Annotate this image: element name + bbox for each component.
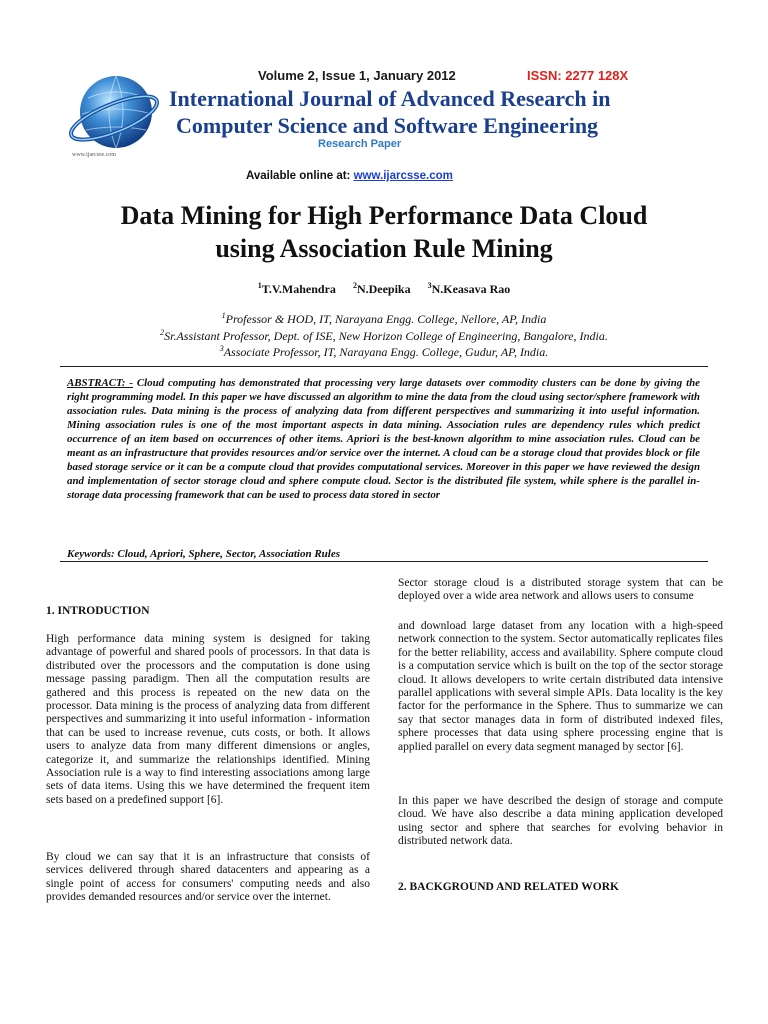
available-prefix: Available online at: [246, 170, 351, 182]
right-paragraph-2: and download large dataset from any location with a high-speed network connection to the system. Sector automatically replicates files for the better reliability, access and availability. Sphere compute cloud is a computation service which is built on the top of the sector storage cloud. It allows developers to write certain distributed data intensive parallel applications with several simple APIs. Data locality is the key factor for the performance in the Sphere. Thus to summarize we can say that sector manages data in form of distributed indexed files, sphere processes that data using sphere processing engine that is applied parallel on every data segment managed by sector [6]. [398, 620, 723, 753]
keywords: Keywords: Cloud, Apriori, Sphere, Sector, Association Rules [67, 548, 341, 560]
paper-title-line2: using Association Rule Mining [215, 234, 553, 263]
volume-issue: Volume 2, Issue 1, January 2012 [258, 68, 456, 83]
available-online [246, 170, 453, 182]
divider-top [60, 366, 708, 367]
affiliation-3: $^3$Associate Professor, IT, Narayana Engg. College, Gudur, AP, India. [219, 344, 549, 359]
paper-title-line1: Data Mining for High Performance Data Cloud [120, 201, 648, 230]
abstract-label: ABSTRACT: - [67, 377, 133, 389]
author-1: $^1$T.V.Mahendra [257, 281, 336, 296]
paper-type: Research Paper [318, 138, 402, 150]
affiliation-2: $^2$Sr.Assistant Professor, Dept. of ISE, New Horizon College of Engineering, Bangalore, India. [160, 328, 608, 343]
logo-url: www.ijarcsse.com [72, 152, 116, 158]
section-heading-background: 2. BACKGROUND AND RELATED WORK [398, 881, 619, 893]
journal-logo-globe-icon [66, 68, 164, 162]
intro-paragraph-1: High performance data mining system is designed for taking advantage of powerful and shared pools of processors. In that data is distributed over the processors and the computation is done using message passing paradigm. Then all the computation results are gathered and this process is repeated on the new data on the processor. Data mining is the process of analyzing data from different perspectives and summarizing it into useful information - information that can be used to increase revenue, cuts costs, or both. It allows users to analyze data from many different dimensions or angles, categorize it, and summarize the relationships identified. Mining Association rule is a way to find interesting associations among large sets of data items. Using this we have determined the frequent item sets based on a predefined support [6]. [46, 633, 370, 806]
right-paragraph-3: In this paper we have described the design of storage and compute cloud. We have also describe a data mining application developed using sector and sphere that searches for evolving behavior in distributed network data. [398, 795, 723, 848]
issn: ISSN: 2277 128X [527, 68, 629, 83]
author-2: $^2$N.Deepika [352, 281, 411, 296]
intro-paragraph-2: By cloud we can say that it is an infrastructure that consists of services delivered through shared datacenters and appearing as a single point of access for consumers' computing needs and also provides demanded resources and/or service over the internet. [46, 851, 370, 904]
abstract [67, 376, 700, 502]
abstract-text: Cloud computing has demonstrated that processing very large datasets over commodity clusters can be done by giving the right programming model. In this paper we have discussed an algorithm to mine the data from the cloud using sector/sphere framework with association rules. Data mining is the process of analyzing data from different perspectives and summarizing it into useful information. Mining association rules is one of the most important aspects in data mining. Association rules are dependency rules which predict occurrence of an item based on occurrences of other items. Apriori is the best-known algorithm to mine association rules. Cloud can be meant as an infrastructure that provides resources and/or service over the internet. A cloud can be a storage cloud that provides block or file based storage service or it can be a compute cloud that provides computational services. Moreover in this paper we have reviewed the design and implementation of sector storage cloud and sphere compute cloud. Sector is the distributed file system, while sphere is the parallel in-storage data processing framework that can be used to process data stored in sector [67, 377, 700, 501]
author-3: $^3$N.Keasava Rao [427, 281, 511, 296]
journal-title-line2: Computer Science and Software Engineering [176, 113, 599, 138]
right-paragraph-1: Sector storage cloud is a distributed storage system that can be deployed over a wide area network and allows users to consume [398, 577, 723, 603]
section-heading-introduction: 1. INTRODUCTION [46, 605, 150, 617]
author-list [0, 281, 768, 297]
journal-website-link[interactable]: www.ijarcsse.com [353, 170, 453, 182]
divider-bottom [60, 561, 708, 562]
affiliation-1: $^1$Professor & HOD, IT, Narayana Engg. College, Nellore, AP, India [221, 311, 547, 326]
journal-title-line1: International Journal of Advanced Research in [169, 86, 611, 111]
